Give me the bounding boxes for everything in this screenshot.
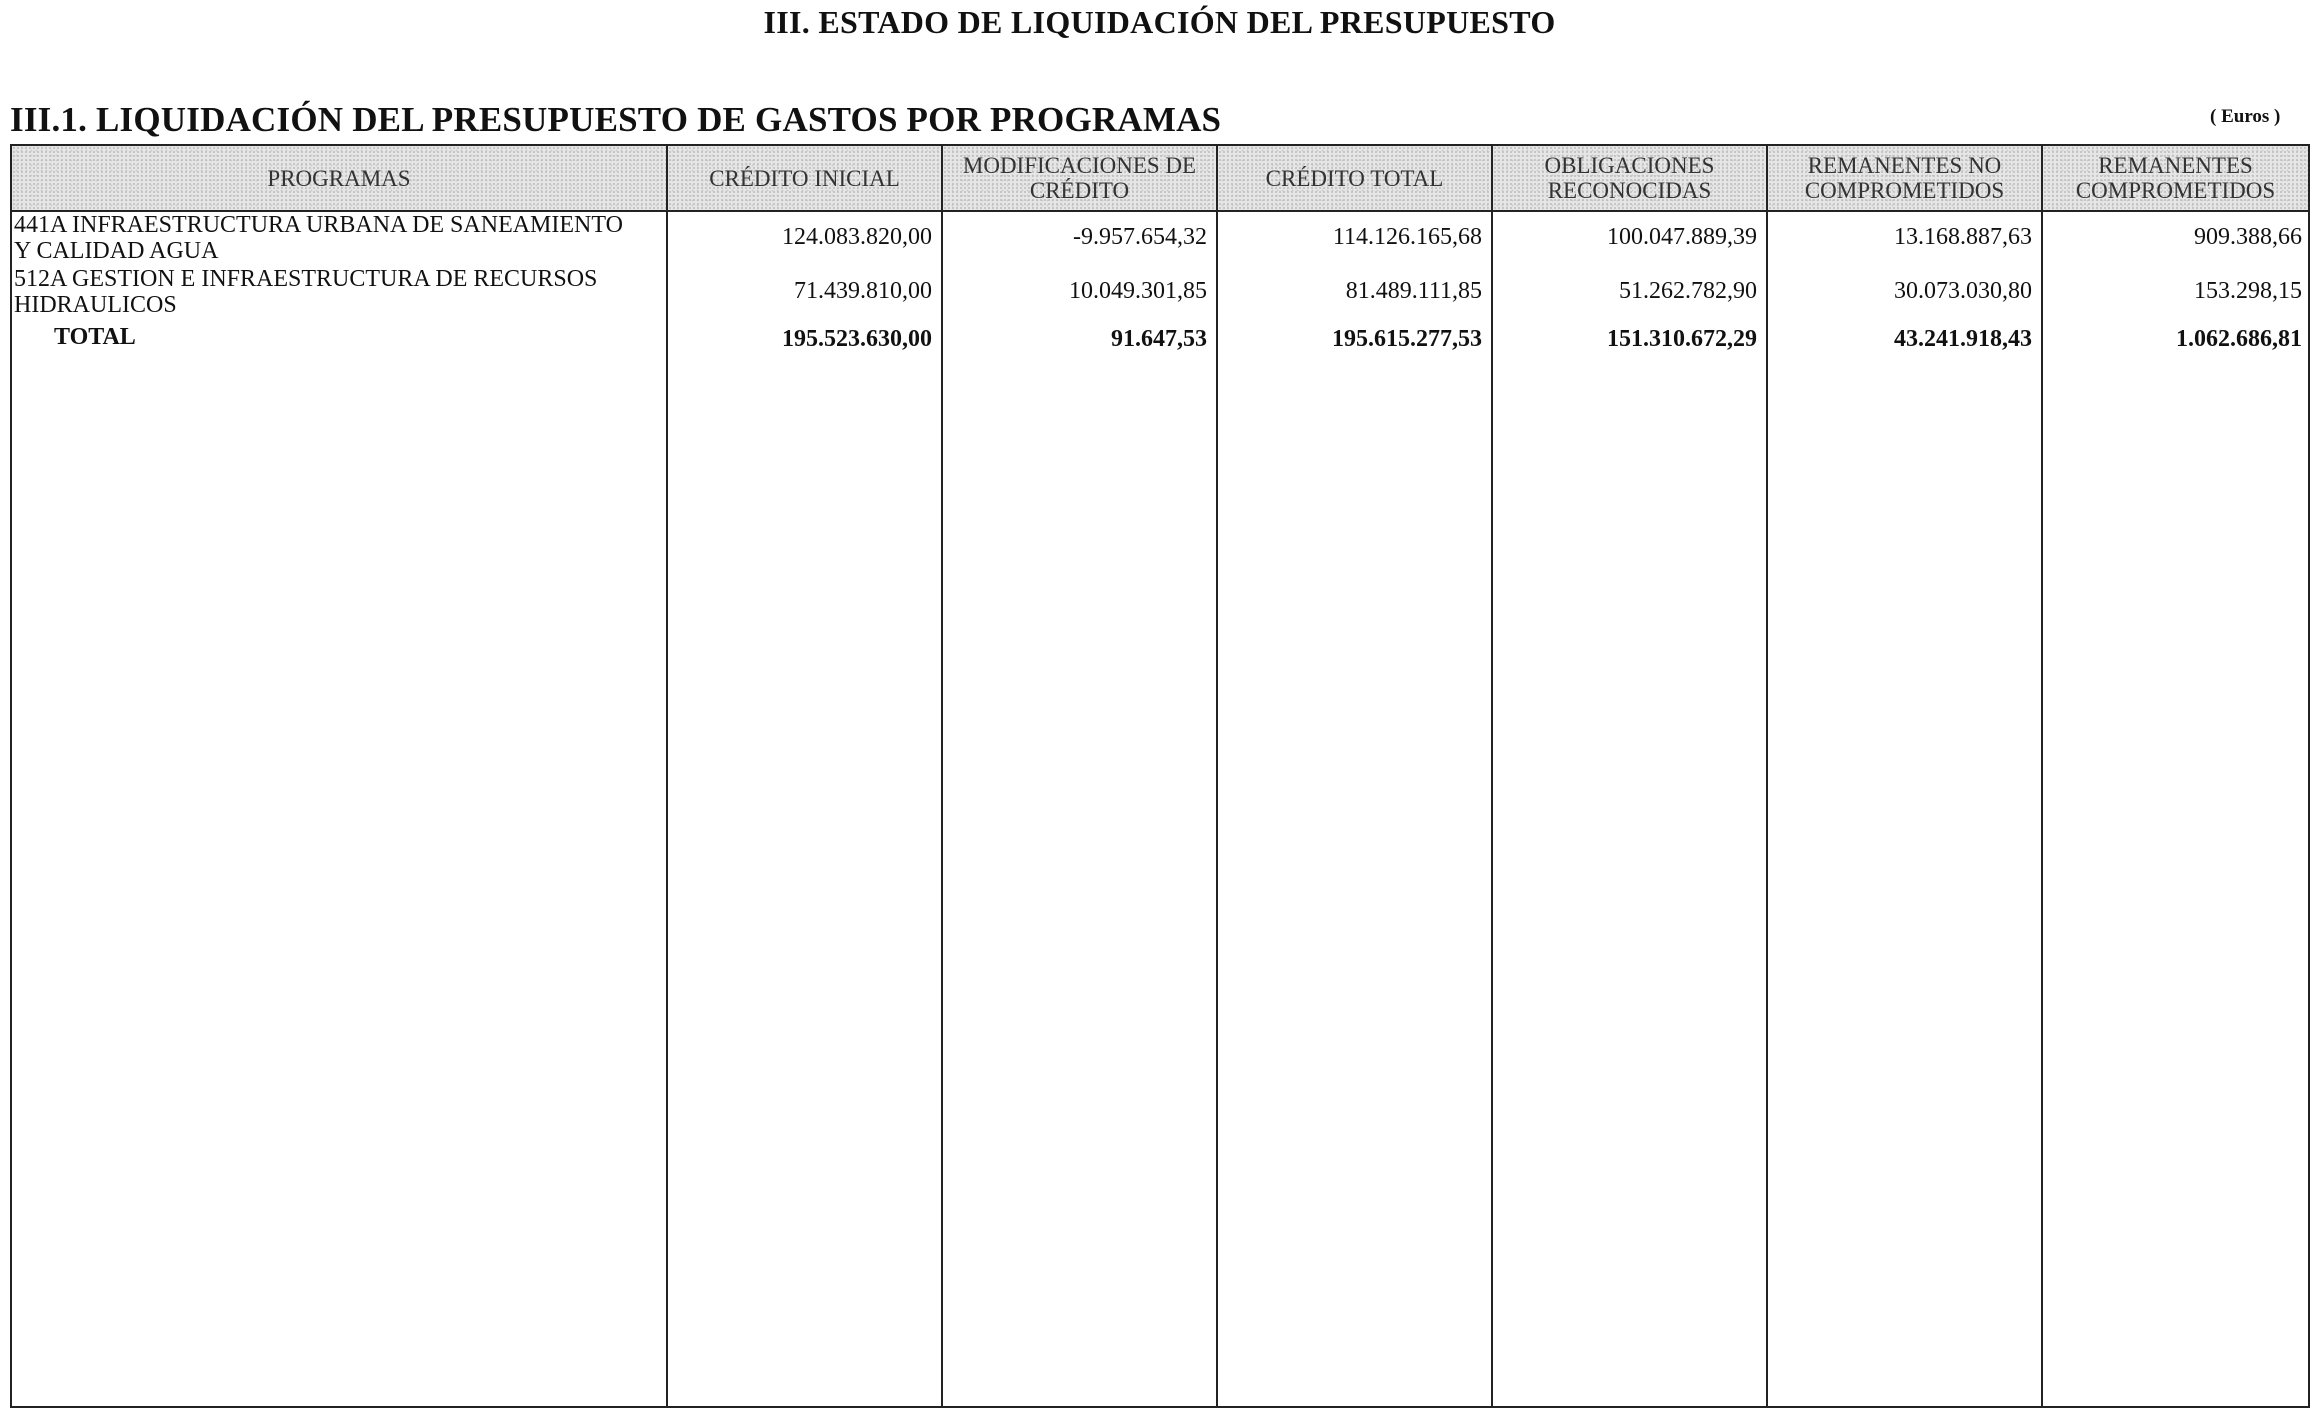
programa-line: 512A GESTION E INFRAESTRUCTURA DE RECURSOS	[14, 266, 598, 292]
header-line: RECONOCIDAS	[1547, 178, 1712, 203]
obligaciones-cell: 51.262.782,90	[1619, 278, 1757, 304]
remanentes-comprometidos-cell: 153.298,15	[2194, 278, 2302, 304]
total-remanentes-comprometidos: 1.062.686,81	[2176, 326, 2302, 352]
page-title: III. ESTADO DE LIQUIDACIÓN DEL PRESUPUESTO	[763, 4, 1556, 40]
header-modificaciones	[943, 146, 1216, 210]
total-obligaciones: 151.310.672,29	[1607, 326, 1757, 352]
remanentes-no-comprometidos-cell: 30.073.030,80	[1894, 278, 2032, 304]
total-credito-inicial: 195.523.630,00	[782, 326, 932, 352]
header-rem-comp-label	[2076, 153, 2275, 203]
obligaciones-cell: 100.047.889,39	[1607, 224, 1757, 250]
header-modificaciones-label	[963, 153, 1196, 203]
total-modificaciones: 91.647,53	[1111, 326, 1207, 352]
section-title: III.1. LIQUIDACIÓN DEL PRESUPUESTO DE GASTOS POR PROGRAMAS	[10, 100, 1222, 139]
table-header	[12, 146, 2308, 212]
header-programas-label: PROGRAMAS	[267, 165, 411, 191]
header-remanentes-no-comprometidos	[1768, 146, 2041, 210]
total-row	[12, 324, 2308, 360]
total-label: TOTAL	[54, 324, 136, 350]
header-line: REMANENTES NO	[1807, 153, 2002, 178]
programa-cell	[14, 212, 664, 264]
header-credito-inicial	[668, 146, 941, 210]
header-line: OBLIGACIONES	[1544, 153, 1715, 178]
total-remanentes-no-comprometidos: 43.241.918,43	[1894, 326, 2032, 352]
header-remanentes-comprometidos	[2043, 146, 2308, 210]
modificaciones-cell: 10.049.301,85	[1069, 278, 1207, 304]
remanentes-comprometidos-cell: 909.388,66	[2194, 224, 2302, 250]
credito-total-cell: 81.489.111,85	[1345, 278, 1482, 304]
header-credito-inicial-label: CRÉDITO INICIAL	[709, 165, 900, 191]
credito-inicial-cell: 124.083.820,00	[782, 224, 932, 250]
units-label: ( Euros )	[2210, 106, 2281, 127]
total-credito-total: 195.615.277,53	[1332, 326, 1482, 352]
header-line: COMPROMETIDOS	[1804, 178, 2005, 203]
budget-table	[10, 144, 2310, 1408]
credito-inicial-cell: 71.439.810,00	[794, 278, 932, 304]
table-row	[12, 212, 2308, 266]
header-credito-total-label: CRÉDITO TOTAL	[1265, 165, 1444, 191]
programa-line: HIDRAULICOS	[14, 292, 177, 318]
credito-total-cell: 114.126.165,68	[1332, 224, 1482, 250]
header-credito-total	[1218, 146, 1491, 210]
modificaciones-cell: -9.957.654,32	[1073, 224, 1207, 250]
header-line: COMPROMETIDOS	[2075, 178, 2276, 203]
programa-cell	[14, 266, 664, 318]
table-row	[12, 266, 2308, 320]
header-obligaciones	[1493, 146, 1766, 210]
header-line: REMANENTES	[2098, 153, 2253, 178]
header-programas	[12, 146, 666, 210]
programa-line: Y CALIDAD AGUA	[14, 238, 219, 264]
remanentes-no-comprometidos-cell: 13.168.887,63	[1894, 224, 2032, 250]
programa-line: 441A INFRAESTRUCTURA URBANA DE SANEAMIENTO	[14, 212, 623, 238]
header-rem-no-label	[1805, 153, 2004, 203]
header-line: MODIFICACIONES DE	[962, 153, 1197, 178]
header-obligaciones-label	[1545, 153, 1715, 203]
header-line: CRÉDITO	[1029, 178, 1130, 203]
